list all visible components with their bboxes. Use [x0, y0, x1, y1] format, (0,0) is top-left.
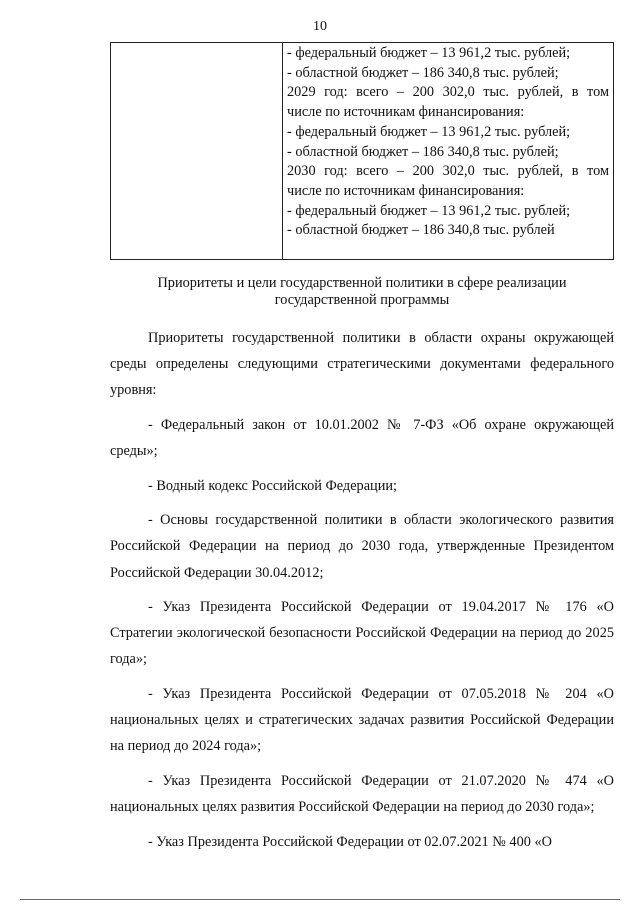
section-heading-line: государственной программы — [274, 292, 450, 308]
list-item: - Указ Президента Российской Федерации от 21.07.2020 № 474 «О национальных целях развития Российской Федерации на период до 2030 года»; — [110, 772, 614, 816]
list-item: - Указ Президента Российской Федерации от 02.07.2021 № 400 «О — [148, 833, 552, 850]
funding-table — [110, 42, 614, 260]
funding-line: - областной бюджет – 186 340,8 тыс. рублей — [287, 222, 555, 239]
list-item: - Указ Президента Российской Федерации от 19.04.2017 № 176 «О Стратегии экологической безопасности Российской Федерации на период до 2025 года»; — [110, 599, 614, 668]
funding-line: числе по источникам финансирования: — [287, 104, 525, 121]
funding-line: 2030 год: всего – 200 302,0 тыс. рублей, в том — [287, 163, 609, 180]
paragraph-intro: Приоритеты государственной политики в области охраны окружающей среды определены следующими стратегическими документами федерального уровня: — [110, 330, 614, 399]
footer-divider — [20, 899, 620, 900]
funding-line: - федеральный бюджет – 13 961,2 тыс. рублей; — [287, 45, 571, 61]
table-cell-funding — [283, 43, 614, 260]
funding-line: - областной бюджет – 186 340,8 тыс. рублей; — [287, 64, 559, 81]
body-text — [110, 325, 614, 863]
list-item: - Указ Президента Российской Федерации от 07.05.2018 № 204 «О национальных целях и стратегических задачах развития Российской Федерации на период до 2024 года»; — [110, 686, 614, 755]
page-number: 10 — [313, 19, 327, 34]
funding-line: 2029 год: всего – 200 302,0 тыс. рублей, в том — [287, 84, 609, 101]
list-item: - Водный кодекс Российской Федерации; — [148, 477, 397, 494]
funding-line: числе по источникам финансирования: — [287, 182, 525, 199]
list-item: - Основы государственной политики в области экологического развития Российской Федерации на период до 2030 года, утвержденные Президентом Российской Федерации 30.04.2012; — [110, 512, 614, 581]
funding-line: - федеральный бюджет – 13 961,2 тыс. рублей; — [287, 202, 571, 219]
section-heading — [110, 275, 614, 309]
funding-line: - федеральный бюджет – 13 961,2 тыс. рублей; — [287, 123, 571, 140]
table-cell-empty — [111, 43, 283, 260]
funding-line: - областной бюджет – 186 340,8 тыс. рублей; — [287, 143, 559, 160]
section-heading-line: Приоритеты и цели государственной политики в сфере реализации — [157, 275, 567, 291]
table-row — [111, 43, 614, 260]
list-item: - Федеральный закон от 10.01.2002 № 7-ФЗ «Об охране окружающей среды»; — [110, 416, 614, 459]
